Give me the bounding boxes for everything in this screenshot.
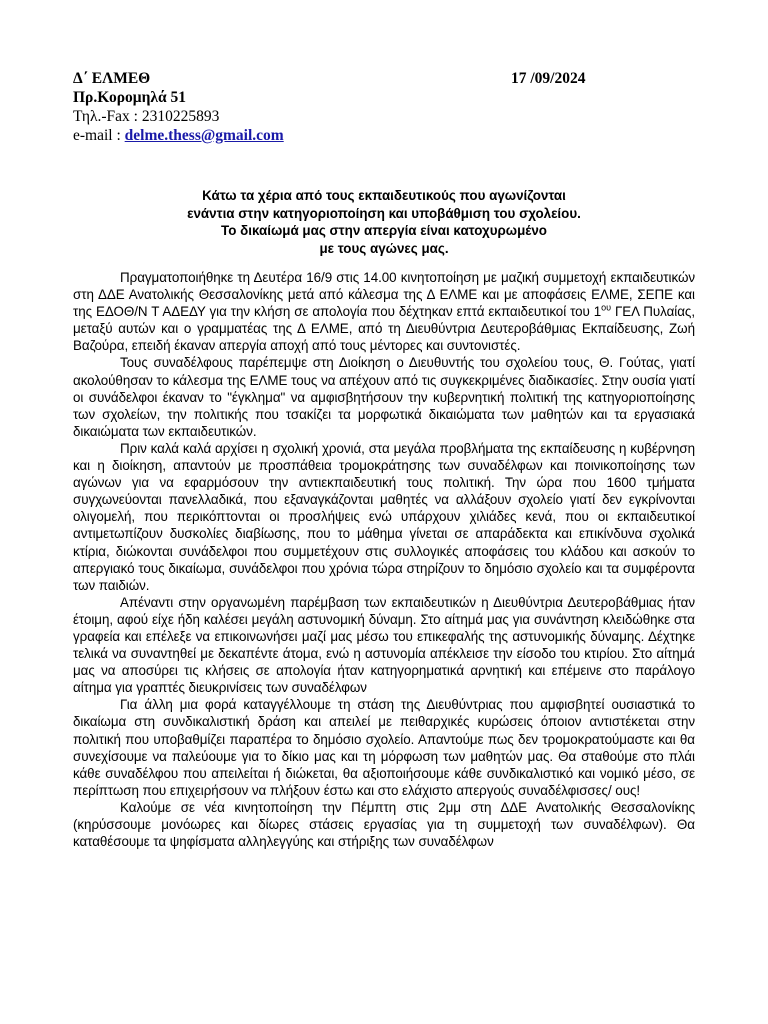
title-line-3: Το δικαίωμά μας στην απεργία είναι κατοχυρωμένο [221,223,547,238]
organization-name: Δ΄ ΕΛΜΕΘ [73,70,151,87]
title-line-1: Κάτω τα χέρια από τους εκπαιδευτικούς που αγωνίζονται [202,188,566,203]
paragraph-6: Καλούμε σε νέα κινητοποίηση την Πέμπτη στις 2μμ στη ΔΔΕ Ανατολικής Θεσσαλονίκης (κηρύσσουμε μονόωρες και δίωρες στάσεις εργασίας για τη συμμετοχή των συναδέλφων). Θα καταθέσουμε τα ψηφίσματα αλληλεγγύης και στήριξης των συναδέλφων [73,799,695,850]
title-line-2: ενάντια στην κατηγοριοποίηση και υποβάθμιση του σχολείου. [187,205,581,221]
paragraph-5: Για άλλη μια φορά καταγγέλλουμε τη στάση της Διευθύντριας που αμφισβητεί ουσιαστικά το δικαίωμα στη συνδικαλιστική δράση και απειλεί με πειθαρχικές κυρώσεις όποιον αντιστέκεται στην πολιτική που υποβαθμίζει παραπέρα το δημόσιο σχολείο. Απαντούμε πως δεν τρομοκρατούμαστε και θα συνεχίσουμε να παλεύουμε για το δίκιο μας και τη μόρφωση των μαθητών μας. Θα σταθούμε στο πλάι κάθε συναδέλφου που απειλείται ή διώκεται, θα αξιοποιήσουμε κάθε συνδικαλιστικό και νομικό μέσο, σε περίπτωση που επιχειρήσουν να πλήξουν έστω και στο ελάχιστο απεργούς συναδέλφισσες/ ους! [73,697,695,798]
document-body [73,269,695,850]
paragraph-4: Απέναντι στην οργανωμένη παρέμβαση των εκπαιδευτικών η Διευθύντρια Δευτεροβάθμιας ήταν έτοιμη, αφού είχε ήδη καλέσει μεγάλη αστυνομική δύναμη. Στο αίτημά μας για συνάντηση κλειδώθηκε στα γραφεία και επέλεξε να επικοινωνήσει μαζί μας μέσω του επικεφαλής της αστυνομικής δύναμης. Δέχτηκε τελικά να συναντηθεί με δεκαπέντε άτομα, ενώ η αστυνομία απέκλεισε την είσοδο του κτιρίου. Στο αίτημά μας να αποσύρει τις κλήσεις σε απολογία ήταν κατηγορηματικά αρνητική και επέμεινε στο παράλογο αίτημα για γραπτές διευκρινίσεις των συναδέλφων [73,594,695,696]
paragraph-1-part-b: ΓΕΛ Πυλαίας, μεταξύ αυτών και ο γραμματέας της Δ ΕΛΜΕ, από τη Διευθύντρια Δευτεροβάθμιας Εκπαίδευσης, Ζωή Βαζούρα, επειδή έκαναν απεργία αποχή από τους μέντορες και συντονιστές. [73,304,695,354]
document-title [73,187,695,257]
title-line-4: με τους αγώνες μας. [319,240,449,256]
email-link[interactable]: delme.thess@gmail.com [124,127,284,144]
paragraph-2: Τους συναδέλφους παρέπεμψε στη Διοίκηση ο Διευθυντής του σχολείου τους, Θ. Γούτας, γιατί ακολούθησαν το κάλεσμα της ΕΛΜΕ τους να απέχουν από τις συγκεκριμένες διαδικασίες. Στην ουσία γιατί οι συνάδελφοι έκαναν το "έγκλημα" να αμφισβητήσουν την κυβερνητική πολιτική της κατηγοριοποίησης των σχολείων, την πολιτικής που τσακίζει τα μορφωτικά δικαιώματα των μαθητών και τα εργασιακά δικαιώματα των εκπαιδευτικών. [73,355,695,439]
paragraph-3: Πριν καλά καλά αρχίσει η σχολική χρονιά, στα μεγάλα προβλήματα της εκπαίδευσης η κυβέρνηση και η διοίκηση, απαντούν με προσπάθεια τρομοκράτησης των συναδέλφων και ποινικοποίησης των αγώνων για να εφαρμόσουν την αντιεκπαιδευτική τους πολιτική. Την ώρα που 1600 τμήματα συγχωνεύονται πανελλαδικά, που εξαναγκάζονται μαθητές να αλλάξουν σχολείο γιατί δεν εγκρίνονται ολιγομελή, που περικόπτονται οι προσλήψεις ενώ υπάρχουν χιλιάδες κενά, που οι εκπαιδευτικοί αντιμετωπίζουν δυσκολίες διαβίωσης, που το μάθημα γίνεται σε απαράδεκτα και επικίνδυνα σχολικά κτίρια, διώκονται συνάδελφοι που συμμετέχουν στις συλλογικές αποφάσεις του κλάδου και ασκούν το απεργιακό τους δικαίωμα, συνάδελφοι που χρόνια τώρα στηρίζουν το δημόσιο σχολείο και τα συμφέροντα των παιδιών. [73,440,695,593]
ordinal-superscript: ου [601,302,611,313]
email-label: e-mail : [73,127,125,144]
organization-phone: Τηλ.-Fax : 2310225893 [73,108,220,125]
organization-address: Πρ.Κορομηλά 51 [73,89,187,106]
paragraph-1-part-a: Πραγματοποιήθηκε τη Δευτέρα 16/9 στις 14.00 κινητοποίηση με μαζική συμμετοχή εκπαιδευτικών στη ΔΔΕ Ανατολικής Θεσσαλονίκης μετά από κάλεσμα της Δ ΕΛΜΕ και με αποφάσεις ΕΛΜΕ, ΣΕΠΕ και της ΕΔΟΘ/Ν Τ ΑΔΕΔΥ για την κλήση σε απολογία που δέχτηκαν επτά εκπαιδευτικοί του 1 [73,270,695,320]
organization-email-line [73,126,613,145]
document-date: 17 /09/2024 [511,70,586,87]
paragraph-1 [73,269,695,354]
